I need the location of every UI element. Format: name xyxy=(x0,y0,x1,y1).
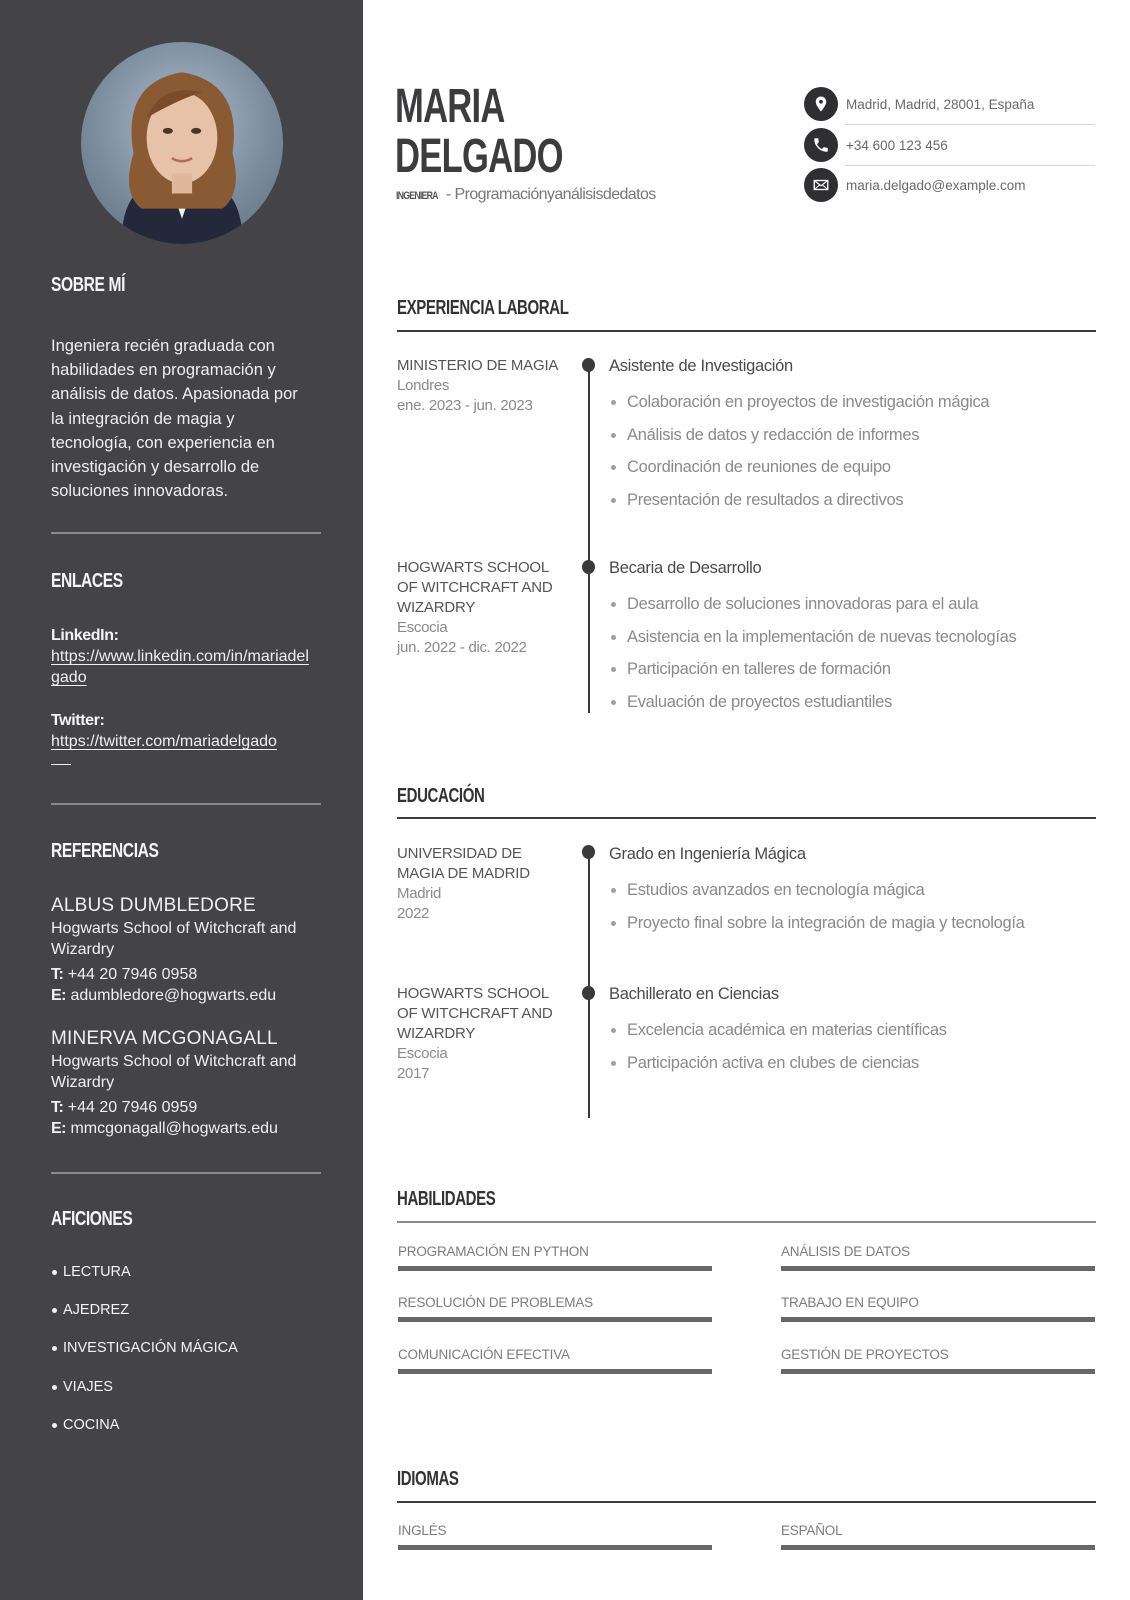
bullet-icon xyxy=(52,1270,57,1275)
skill-item: TRABAJO EN EQUIPO xyxy=(781,1295,1095,1322)
org-location: Escocia xyxy=(397,1045,448,1062)
skill-bar xyxy=(398,1317,712,1322)
reference-phone: T: +44 20 7946 0958 xyxy=(51,966,198,983)
bullet-item: Presentación de resultados a directivos xyxy=(609,489,1099,522)
bullet-icon xyxy=(611,1028,616,1033)
skill-bar xyxy=(781,1369,1095,1374)
contact-phone: +34 600 123 456 xyxy=(804,127,1094,163)
bullet-icon xyxy=(611,635,616,640)
bullet-icon xyxy=(611,433,616,438)
skill-bar xyxy=(781,1317,1095,1322)
about-text: Ingeniera recién graduada con habilidades en programación y análisis de datos. Apasionada por la integración de magia y tecnología, con experiencia en investigación y desarrollo de soluciones innovadoras. xyxy=(51,337,298,501)
linkedin-link-block xyxy=(51,626,316,688)
bullet-icon xyxy=(52,1385,57,1390)
about-heading: SOBRE MÍ xyxy=(51,274,126,296)
sidebar-divider xyxy=(51,803,321,805)
bullet-icon xyxy=(52,1423,57,1428)
skill-item: ANÁLISIS DE DATOS xyxy=(781,1244,1095,1271)
bullet-item: Colaboración en proyectos de investigación mágica xyxy=(609,391,1099,424)
skill-item: PROGRAMACIÓN EN PYTHON xyxy=(398,1244,712,1271)
link-underline-trail xyxy=(51,757,71,765)
hobby-item: LECTURA xyxy=(51,1262,238,1300)
org-location: Escocia xyxy=(397,619,448,636)
degree-title: Bachillerato en Ciencias xyxy=(609,985,779,1003)
sidebar xyxy=(0,0,363,1600)
timeline-dot-icon xyxy=(582,845,595,859)
section-divider xyxy=(397,1221,1096,1223)
org-location: Madrid xyxy=(397,885,442,902)
bullet-icon xyxy=(611,400,616,405)
bullet-icon xyxy=(611,700,616,705)
hobby-item: AJEDREZ xyxy=(51,1300,238,1338)
bullet-icon xyxy=(611,888,616,893)
reference-phone: T: +44 20 7946 0959 xyxy=(51,1099,198,1116)
skill-bar xyxy=(398,1266,712,1271)
date-range: 2022 xyxy=(397,905,430,922)
skill-item: COMUNICACIÓN EFECTIVA xyxy=(398,1347,712,1374)
section-divider xyxy=(397,1501,1096,1503)
date-range: 2017 xyxy=(397,1065,430,1082)
experience-details xyxy=(609,557,1099,724)
job-title: Becaria de Desarrollo xyxy=(609,559,762,577)
language-item: INGLÉS xyxy=(398,1523,712,1550)
hobby-item: INVESTIGACIÓN MÁGICA xyxy=(51,1338,238,1376)
bullet-icon xyxy=(611,602,616,607)
timeline-dot-icon xyxy=(582,986,595,1000)
bullet-item: Estudios avanzados en tecnología mágica xyxy=(609,879,1099,912)
experience-org-info xyxy=(397,356,562,416)
reference-item xyxy=(51,894,321,1006)
org-name: HOGWARTS SCHOOL OF WITCHCRAFT AND WIZARDRY xyxy=(397,559,553,616)
experience-heading: EXPERIENCIA LABORAL xyxy=(397,297,569,319)
org-name: MINISTERIO DE MAGIA xyxy=(397,357,559,374)
last-name: DELGADO xyxy=(395,130,563,183)
languages-heading: IDIOMAS xyxy=(397,1468,459,1490)
skill-bar xyxy=(781,1266,1095,1271)
hobbies-heading: AFICIONES xyxy=(51,1208,133,1230)
education-details xyxy=(609,843,1099,944)
reference-email: E: adumbledore@hogwarts.edu xyxy=(51,987,277,1004)
date-range: ene. 2023 - jun. 2023 xyxy=(397,397,533,414)
portrait-photo-icon xyxy=(81,42,283,244)
hobby-item: COCINA xyxy=(51,1415,238,1453)
references-heading: REFERENCIAS xyxy=(51,840,159,862)
org-location: Londres xyxy=(397,377,450,394)
bullet-icon xyxy=(611,1061,616,1066)
language-item: ESPAÑOL xyxy=(781,1523,1095,1550)
profile-photo xyxy=(81,42,283,244)
first-name: MARIA xyxy=(395,80,505,133)
contact-location: Madrid, Madrid, 28001, España xyxy=(804,86,1094,122)
degree-title: Grado en Ingeniería Mágica xyxy=(609,845,806,863)
experience-timeline xyxy=(588,365,590,713)
reference-name: ALBUS DUMBLEDORE xyxy=(51,895,256,916)
phone-icon xyxy=(804,128,838,162)
org-name: HOGWARTS SCHOOL OF WITCHCRAFT AND WIZARDRY xyxy=(397,985,553,1042)
bullet-icon xyxy=(611,498,616,503)
skills-heading: HABILIDADES xyxy=(397,1188,496,1210)
language-bar xyxy=(398,1545,712,1550)
bullet-icon xyxy=(611,465,616,470)
reference-name: MINERVA MCGONAGALL xyxy=(51,1028,278,1049)
linkedin-label: LinkedIn: xyxy=(51,627,119,644)
education-details xyxy=(609,983,1099,1084)
date-range: jun. 2022 - dic. 2022 xyxy=(397,639,527,656)
job-subtitle: INGENIERA - Programaciónyanálisisdedatos xyxy=(396,186,656,203)
skill-bar xyxy=(398,1369,712,1374)
experience-org-info xyxy=(397,558,562,658)
twitter-label: Twitter: xyxy=(51,712,105,729)
linkedin-url[interactable]: https://www.linkedin.com/in/mariadelgado xyxy=(51,648,309,686)
bullet-item: Coordinación de reuniones de equipo xyxy=(609,456,1099,489)
timeline-dot-icon xyxy=(582,358,595,372)
bullet-icon xyxy=(52,1308,57,1313)
education-heading: EDUCACIÓN xyxy=(397,785,485,807)
section-divider xyxy=(397,330,1096,332)
reference-item xyxy=(51,1027,321,1139)
timeline-dot-icon xyxy=(582,560,595,574)
bullet-item: Desarrollo de soluciones innovadoras para el aula xyxy=(609,593,1099,626)
hobbies-list xyxy=(51,1262,238,1453)
bullet-icon xyxy=(52,1346,57,1351)
bullet-item: Evaluación de proyectos estudiantiles xyxy=(609,691,1099,724)
contact-email: maria.delgado@example.com xyxy=(804,167,1094,203)
reference-org: Hogwarts School of Witchcraft and Wizardry xyxy=(51,920,297,958)
job-title: Asistente de Investigación xyxy=(609,357,793,375)
language-bar xyxy=(781,1545,1095,1550)
envelope-icon xyxy=(804,168,838,202)
location-pin-icon xyxy=(804,87,838,121)
twitter-url[interactable]: https://twitter.com/mariadelgado xyxy=(51,733,277,750)
sidebar-divider xyxy=(51,1172,321,1174)
contact-separator xyxy=(845,165,1095,166)
bullet-icon xyxy=(611,667,616,672)
education-org-info xyxy=(397,844,562,924)
skill-item: GESTIÓN DE PROYECTOS xyxy=(781,1347,1095,1374)
twitter-link-block xyxy=(51,711,316,770)
bullet-item: Análisis de datos y redacción de informes xyxy=(609,424,1099,457)
reference-org: Hogwarts School of Witchcraft and Wizardry xyxy=(51,1053,297,1091)
reference-email: E: mmcgonagall@hogwarts.edu xyxy=(51,1120,278,1137)
section-divider xyxy=(397,817,1096,819)
education-org-info xyxy=(397,984,562,1084)
bullet-item: Proyecto final sobre la integración de magia y tecnología xyxy=(609,912,1099,945)
sidebar-divider xyxy=(51,532,321,534)
skill-item: RESOLUCIÓN DE PROBLEMAS xyxy=(398,1295,712,1322)
bullet-item: Participación activa en clubes de ciencias xyxy=(609,1052,1099,1085)
bullet-item: Participación en talleres de formación xyxy=(609,658,1099,691)
education-timeline xyxy=(588,852,590,1118)
bullet-item: Excelencia académica en materias científicas xyxy=(609,1019,1099,1052)
bullet-icon xyxy=(611,921,616,926)
org-name: UNIVERSIDAD DE MAGIA DE MADRID xyxy=(397,845,530,882)
contact-separator xyxy=(845,124,1095,125)
bullet-item: Asistencia en la implementación de nuevas tecnologías xyxy=(609,626,1099,659)
hobby-item: VIAJES xyxy=(51,1377,238,1415)
links-heading: ENLACES xyxy=(51,570,123,592)
experience-details xyxy=(609,355,1099,522)
